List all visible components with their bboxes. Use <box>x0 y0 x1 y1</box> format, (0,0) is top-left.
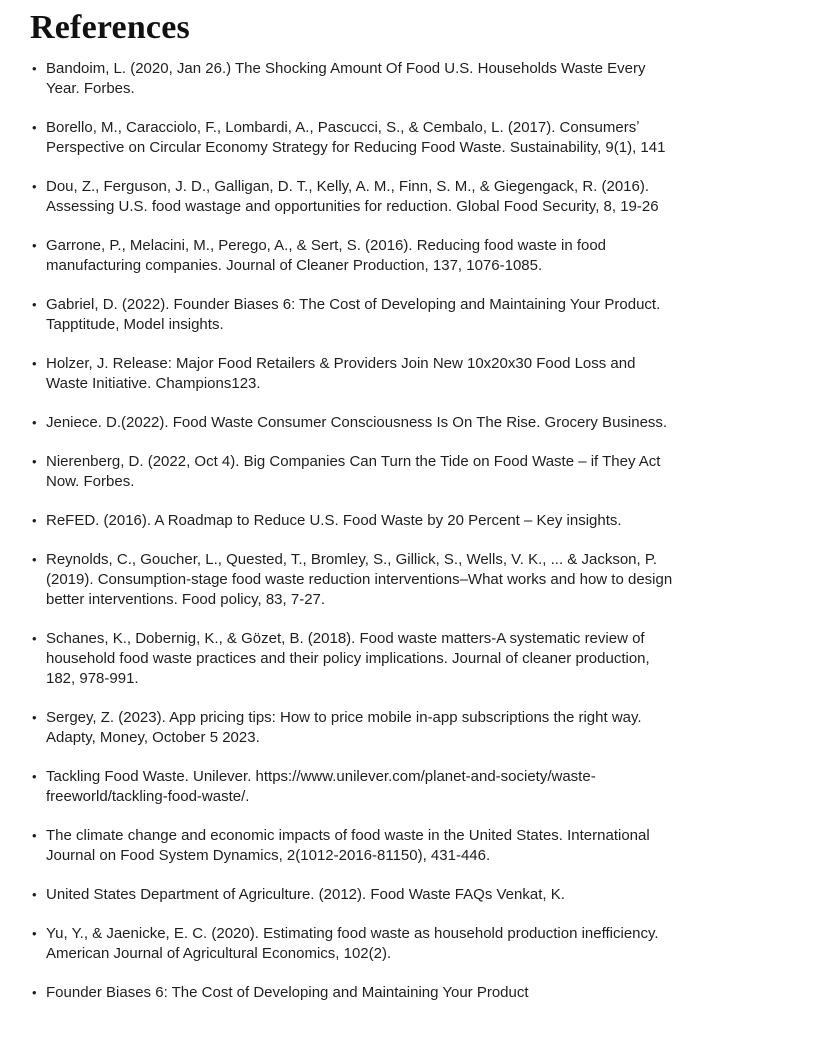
reference-item <box>30 885 678 905</box>
reference-item <box>30 236 678 276</box>
bullet-icon: • <box>32 710 37 726</box>
reference-item <box>30 767 678 807</box>
bullet-icon: • <box>32 769 37 785</box>
reference-item <box>30 983 678 1003</box>
reference-text: Schanes, K., Dobernig, K., & Gözet, B. (2018). Food waste matters-A systematic review of household food waste practices and their policy implications. Journal of cleaner production, 182, 978-991. <box>46 630 650 688</box>
bullet-icon: • <box>32 513 37 529</box>
reference-text: Nierenberg, D. (2022, Oct 4). Big Companies Can Turn the Tide on Food Waste – if They Act Now. Forbes. <box>46 453 661 491</box>
bullet-icon: • <box>32 179 37 195</box>
reference-text: Jeniece. D.(2022). Food Waste Consumer Consciousness Is On The Rise. Grocery Business. <box>46 414 668 432</box>
bullet-icon: • <box>32 238 37 254</box>
reference-item <box>30 511 678 531</box>
bullet-icon: • <box>32 61 37 77</box>
reference-item <box>30 924 678 964</box>
reference-item <box>30 452 678 492</box>
reference-text: Reynolds, C., Goucher, L., Quested, T., Bromley, S., Gillick, S., Wells, V. K., ... & Jackson, P. (2019). Consumption-stage food waste reduction interventions–What works and how to design better interventions. Food policy, 83, 7-27. <box>46 551 673 609</box>
bullet-icon: • <box>32 985 37 1001</box>
bullet-icon: • <box>32 356 37 372</box>
references-list <box>30 59 678 1003</box>
reference-item <box>30 629 678 689</box>
reference-text: United States Department of Agriculture. (2012). Food Waste FAQs Venkat, K. <box>46 886 565 904</box>
bullet-icon: • <box>32 828 37 844</box>
reference-item <box>30 550 678 610</box>
reference-text: Yu, Y., & Jaenicke, E. C. (2020). Estimating food waste as household production inefficiency. American Journal of Agricultural Economics, 102(2). <box>46 925 659 963</box>
reference-item <box>30 354 678 394</box>
reference-text: ReFED. (2016). A Roadmap to Reduce U.S. Food Waste by 20 Percent – Key insights. <box>46 512 622 530</box>
reference-text: Sergey, Z. (2023). App pricing tips: How to price mobile in-app subscriptions the right way. Adapty, Money, October 5 2023. <box>46 709 642 747</box>
reference-item <box>30 413 678 433</box>
reference-text: Gabriel, D. (2022). Founder Biases 6: The Cost of Developing and Maintaining Your Product. Tapptitude, Model insights. <box>46 296 661 334</box>
reference-item <box>30 118 678 158</box>
bullet-icon: • <box>32 887 37 903</box>
bullet-icon: • <box>32 552 37 568</box>
reference-text: Tackling Food Waste. Unilever. https://www.unilever.com/planet-and-society/waste-freeworld/tackling-food-waste/. <box>46 768 596 806</box>
reference-text: Garrone, P., Melacini, M., Perego, A., & Sert, S. (2016). Reducing food waste in food manufacturing companies. Journal of Cleaner Production, 137, 1076-1085. <box>46 237 607 275</box>
reference-item <box>30 59 678 99</box>
reference-text: Dou, Z., Ferguson, J. D., Galligan, D. T., Kelly, A. M., Finn, S. M., & Giegengack, R. (2016). Assessing U.S. food wastage and opportunities for reduction. Global Food Security, 8, 19-26 <box>46 178 659 216</box>
reference-text: The climate change and economic impacts of food waste in the United States. International Journal on Food System Dynamics, 2(1012-2016-81150), 431-446. <box>46 827 650 865</box>
reference-text: Bandoim, L. (2020, Jan 26.) The Shocking Amount Of Food U.S. Households Waste Every Year. Forbes. <box>46 60 646 98</box>
page-title: References <box>30 9 190 46</box>
reference-text: Borello, M., Caracciolo, F., Lombardi, A., Pascucci, S., & Cembalo, L. (2017). Consumersʼ Perspective on Circular Economy Strategy for Reducing Food Waste. Sustainability, 9(1), 141 <box>46 119 666 157</box>
reference-item <box>30 708 678 748</box>
reference-text: Holzer, J. Release: Major Food Retailers & Providers Join New 10x20x30 Food Loss and Waste Initiative. Champions123. <box>46 355 636 393</box>
bullet-icon: • <box>32 454 37 470</box>
reference-text: Founder Biases 6: The Cost of Developing and Maintaining Your Product <box>46 984 529 1002</box>
reference-item <box>30 295 678 335</box>
bullet-icon: • <box>32 926 37 942</box>
bullet-icon: • <box>32 631 37 647</box>
bullet-icon: • <box>32 297 37 313</box>
bullet-icon: • <box>32 415 37 431</box>
bullet-icon: • <box>32 120 37 136</box>
reference-item <box>30 826 678 866</box>
reference-item <box>30 177 678 217</box>
